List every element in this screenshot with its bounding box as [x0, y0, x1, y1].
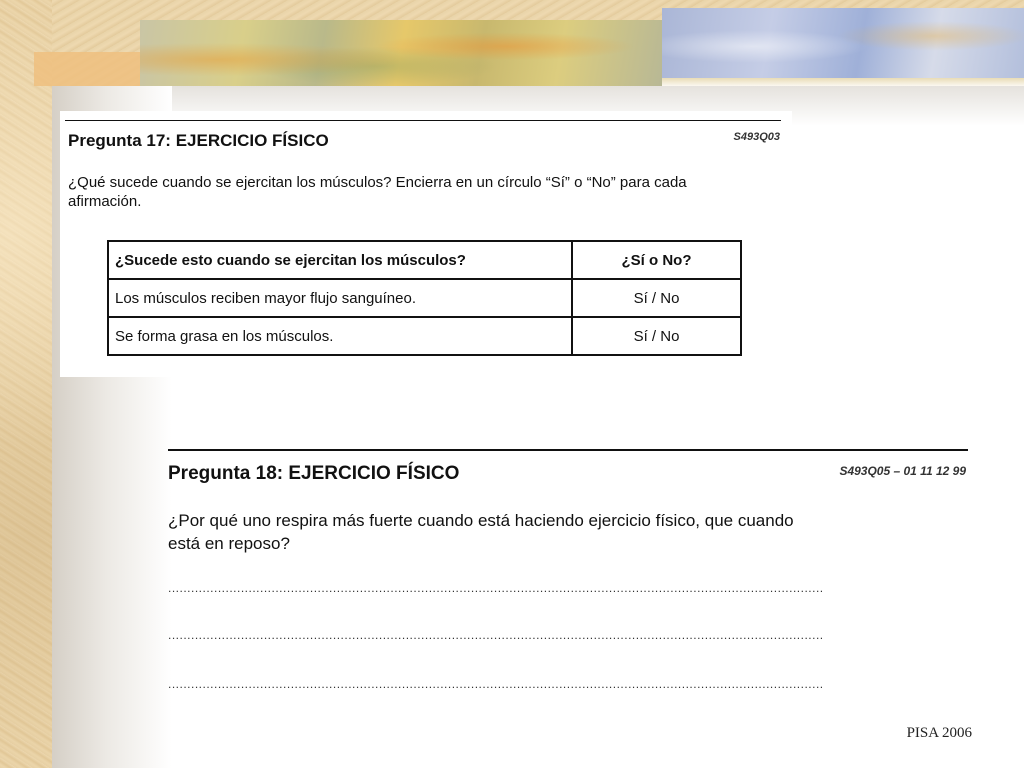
question-17-answer-table	[107, 240, 742, 356]
header-accent-block	[34, 52, 144, 86]
table-row-answer[interactable]: Sí / No	[572, 317, 741, 355]
question-18-code: S493Q05 – 01 11 12 99	[839, 464, 966, 478]
question-17-title: Pregunta 17: EJERCICIO FÍSICO	[68, 131, 329, 150]
question-17-code: S493Q03	[733, 131, 780, 143]
slide-left-texture	[0, 0, 52, 768]
table-header-statement: ¿Sucede esto cuando se ejercitan los músculos?	[108, 241, 572, 279]
table-row-answer[interactable]: Sí / No	[572, 279, 741, 317]
table-header-answer: ¿Sí o No?	[572, 241, 741, 279]
question-18-title: Pregunta 18: EJERCICIO FÍSICO	[168, 463, 460, 484]
table-row-statement: Se forma grasa en los músculos.	[108, 317, 572, 355]
question-17-text-line1: ¿Qué sucede cuando se ejercitan los músculos? Encierra en un círculo “Sí” o “No” para cada	[68, 174, 687, 191]
question-17-top-rule	[65, 120, 781, 121]
footer-source-label: PISA 2006	[906, 725, 972, 741]
table-header-row	[108, 241, 741, 279]
table-row	[108, 279, 741, 317]
question-18-text-line2: está en reposo?	[168, 534, 290, 553]
answer-line[interactable]: ...........................................................................................................................................................................	[168, 677, 824, 691]
question-18-text-line1: ¿Por qué uno respira más fuerte cuando está haciendo ejercicio físico, que cuando	[168, 511, 794, 530]
question-17-panel	[60, 111, 792, 377]
table-row	[108, 317, 741, 355]
question-18-panel	[168, 443, 968, 703]
header-leaf-image	[140, 20, 662, 86]
question-18-top-rule	[168, 449, 968, 451]
answer-line[interactable]: ...........................................................................................................................................................................	[168, 581, 824, 595]
header-flower-image	[662, 8, 1024, 78]
table-row-statement: Los músculos reciben mayor flujo sanguíneo.	[108, 279, 572, 317]
question-17-text-line2: afirmación.	[68, 193, 142, 210]
answer-line[interactable]: ...........................................................................................................................................................................	[168, 628, 824, 642]
